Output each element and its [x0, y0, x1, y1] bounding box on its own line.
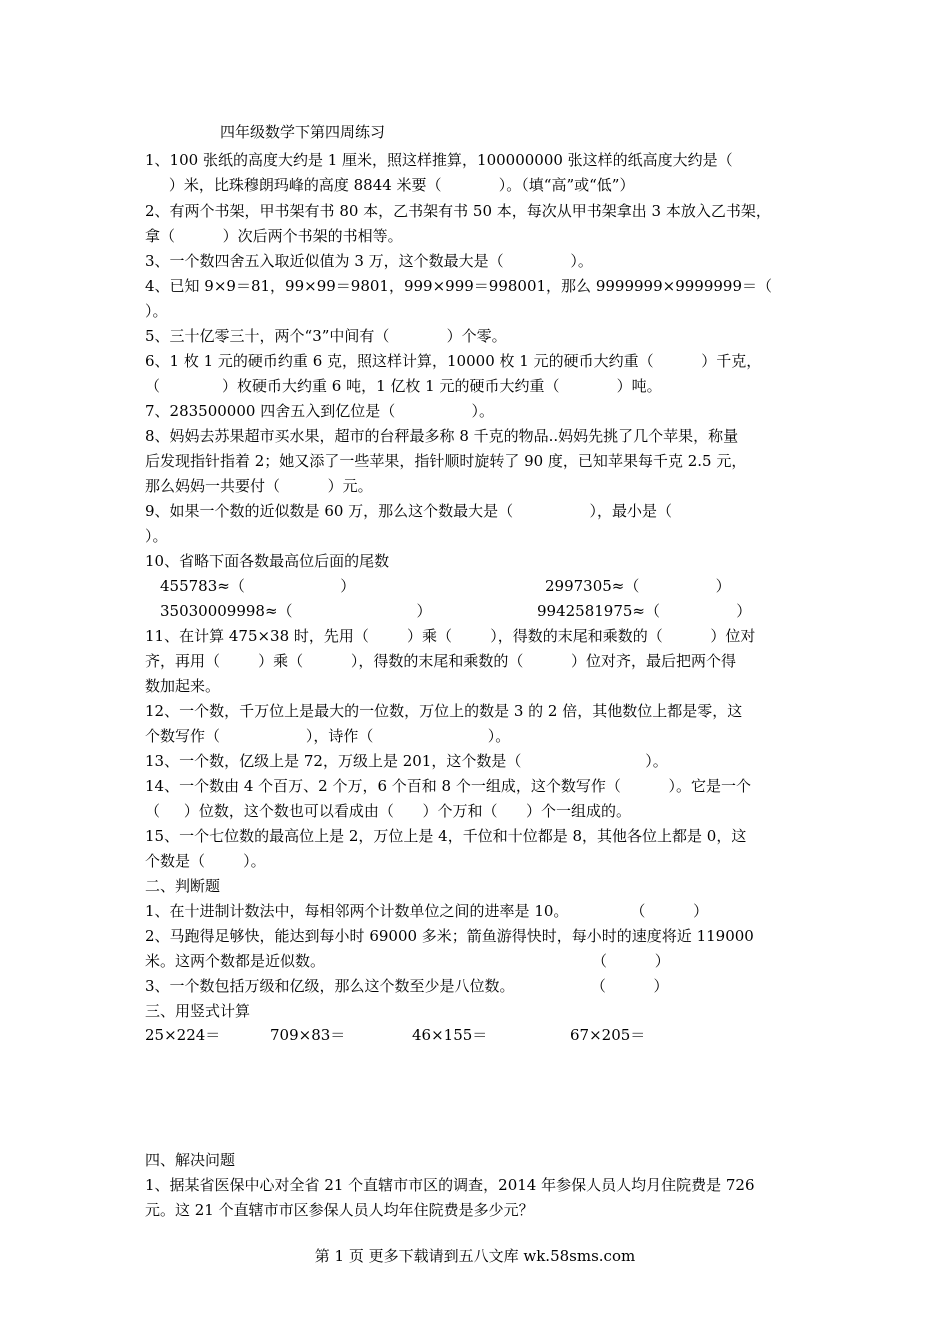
- text-line: 2、有两个书架，甲书架有书 80 本，乙书架有书 50 本，每次从甲书架拿出 3 本放入乙书架，: [145, 202, 771, 220]
- text-line: 齐，再用（ ）乘（ ），得数的末尾和乘数的（ ）位对齐，最后把两个得: [145, 652, 737, 670]
- text-line: 1、据某省医保中心对全省 21 个直辖市市区的调查，2014 年参保人员人均月住院费是 726: [145, 1176, 755, 1194]
- text-line: 11、在计算 475×38 时，先用（ ）乘（ ），得数的末尾和乘数的（ ）位对: [145, 627, 756, 645]
- text-line: 个数写作（ ），诗作（ ）。: [145, 727, 511, 745]
- text-line: 米。这两个数都是近似数。 （ ）: [145, 952, 670, 970]
- estimate-item: 35030009998≈（ ）: [160, 602, 432, 620]
- section-heading: 四、解决问题: [145, 1151, 236, 1169]
- estimate-item: 9942581975≈（ ）: [537, 602, 752, 620]
- text-line: 7、283500000 四舍五入到亿位是（ ）。: [145, 402, 494, 420]
- page-footer: 第 1 页 更多下载请到五八文库 wk.58sms.com: [314, 1247, 636, 1265]
- text-line: 3、一个数包括万级和亿级，那么这个数至少是八位数。 （ ）: [145, 977, 669, 995]
- text-line: 15、一个七位数的最高位上是 2，万位上是 4，千位和十位都是 8，其他各位上都是 0，这: [145, 827, 747, 845]
- text-line: 4、已知 9×9＝81，99×99＝9801，999×999＝998001，那么 9999999×9999999＝（: [145, 277, 773, 295]
- section-heading: 二、判断题: [145, 877, 221, 895]
- text-line: 9、如果一个数的近似数是 60 万，那么这个数最大是（ ），最小是（: [145, 502, 672, 520]
- estimate-item: 2997305≈（ ）: [545, 577, 731, 595]
- text-line: 元。这 21 个直辖市市区参保人员人均年住院费是多少元？: [145, 1201, 534, 1219]
- estimate-item: 455783≈（ ）: [160, 577, 356, 595]
- page-title: 四年级数学下第四周练习: [220, 123, 386, 141]
- text-line: 13、一个数，亿级上是 72，万级上是 201，这个数是（ ）。: [145, 752, 668, 770]
- text-line: 个数是（ ）。: [145, 852, 266, 870]
- calc-item: 67×205＝: [570, 1026, 646, 1044]
- text-line: 14、一个数由 4 个百万、2 个万，6 个百和 8 个一组成，这个数写作（ ）。它是一个: [145, 777, 752, 795]
- text-line: （ ）枚硬币大约重 6 吨，1 亿枚 1 元的硬币大约重（ ）吨。: [145, 377, 662, 395]
- calc-item: 709×83＝: [270, 1026, 346, 1044]
- text-line: ）。: [145, 527, 168, 545]
- text-line: （ ）位数，这个数也可以看成由（ ）个万和（ ）个一组成的。: [145, 802, 632, 820]
- text-line: 6、1 枚 1 元的硬币约重 6 克，照这样计算，10000 枚 1 元的硬币大约重（ ）千克，: [145, 352, 762, 370]
- text-line: 12、一个数，千万位上是最大的一位数，万位上的数是 3 的 2 倍，其他数位上都是零，这: [145, 702, 743, 720]
- text-line: 1、在十进制计数法中，每相邻两个计数单位之间的进率是 10。 （ ）: [145, 902, 709, 920]
- text-line: ）米，比珠穆朗玛峰的高度 8844 米要（ ）。（填“高”或“低”）: [145, 176, 635, 194]
- text-line: 后发现指针指着 2；她又添了一些苹果，指针顺时旋转了 90 度，已知苹果每千克 2.5 元，: [145, 452, 747, 470]
- text-line: 3、一个数四舍五入取近似值为 3 万，这个数最大是（ ）。: [145, 252, 593, 270]
- text-line: 2、马跑得足够快，能达到每小时 69000 多米；箭鱼游得快时，每小时的速度将近 119000: [145, 927, 754, 945]
- text-line: 1、100 张纸的高度大约是 1 厘米，照这样推算，100000000 张这样的纸高度大约是（: [145, 151, 733, 169]
- text-line: 8、妈妈去苏果超市买水果，超市的台秤最多称 8 千克的物品..妈妈先挑了几个苹果，称量: [145, 427, 739, 445]
- text-line: ）。: [145, 302, 168, 320]
- section-heading: 三、用竖式计算: [145, 1002, 251, 1020]
- calc-item: 46×155＝: [412, 1026, 488, 1044]
- text-line: 拿（ ）次后两个书架的书相等。: [145, 227, 403, 245]
- text-line: 数加起来。: [145, 677, 221, 695]
- calc-item: 25×224＝: [145, 1026, 221, 1044]
- text-line: 10、省略下面各数最高位后面的尾数: [145, 552, 390, 570]
- text-line: 5、三十亿零三十，两个“3”中间有（ ）个零。: [145, 327, 507, 345]
- text-line: 那么妈妈一共要付（ ）元。: [145, 477, 373, 495]
